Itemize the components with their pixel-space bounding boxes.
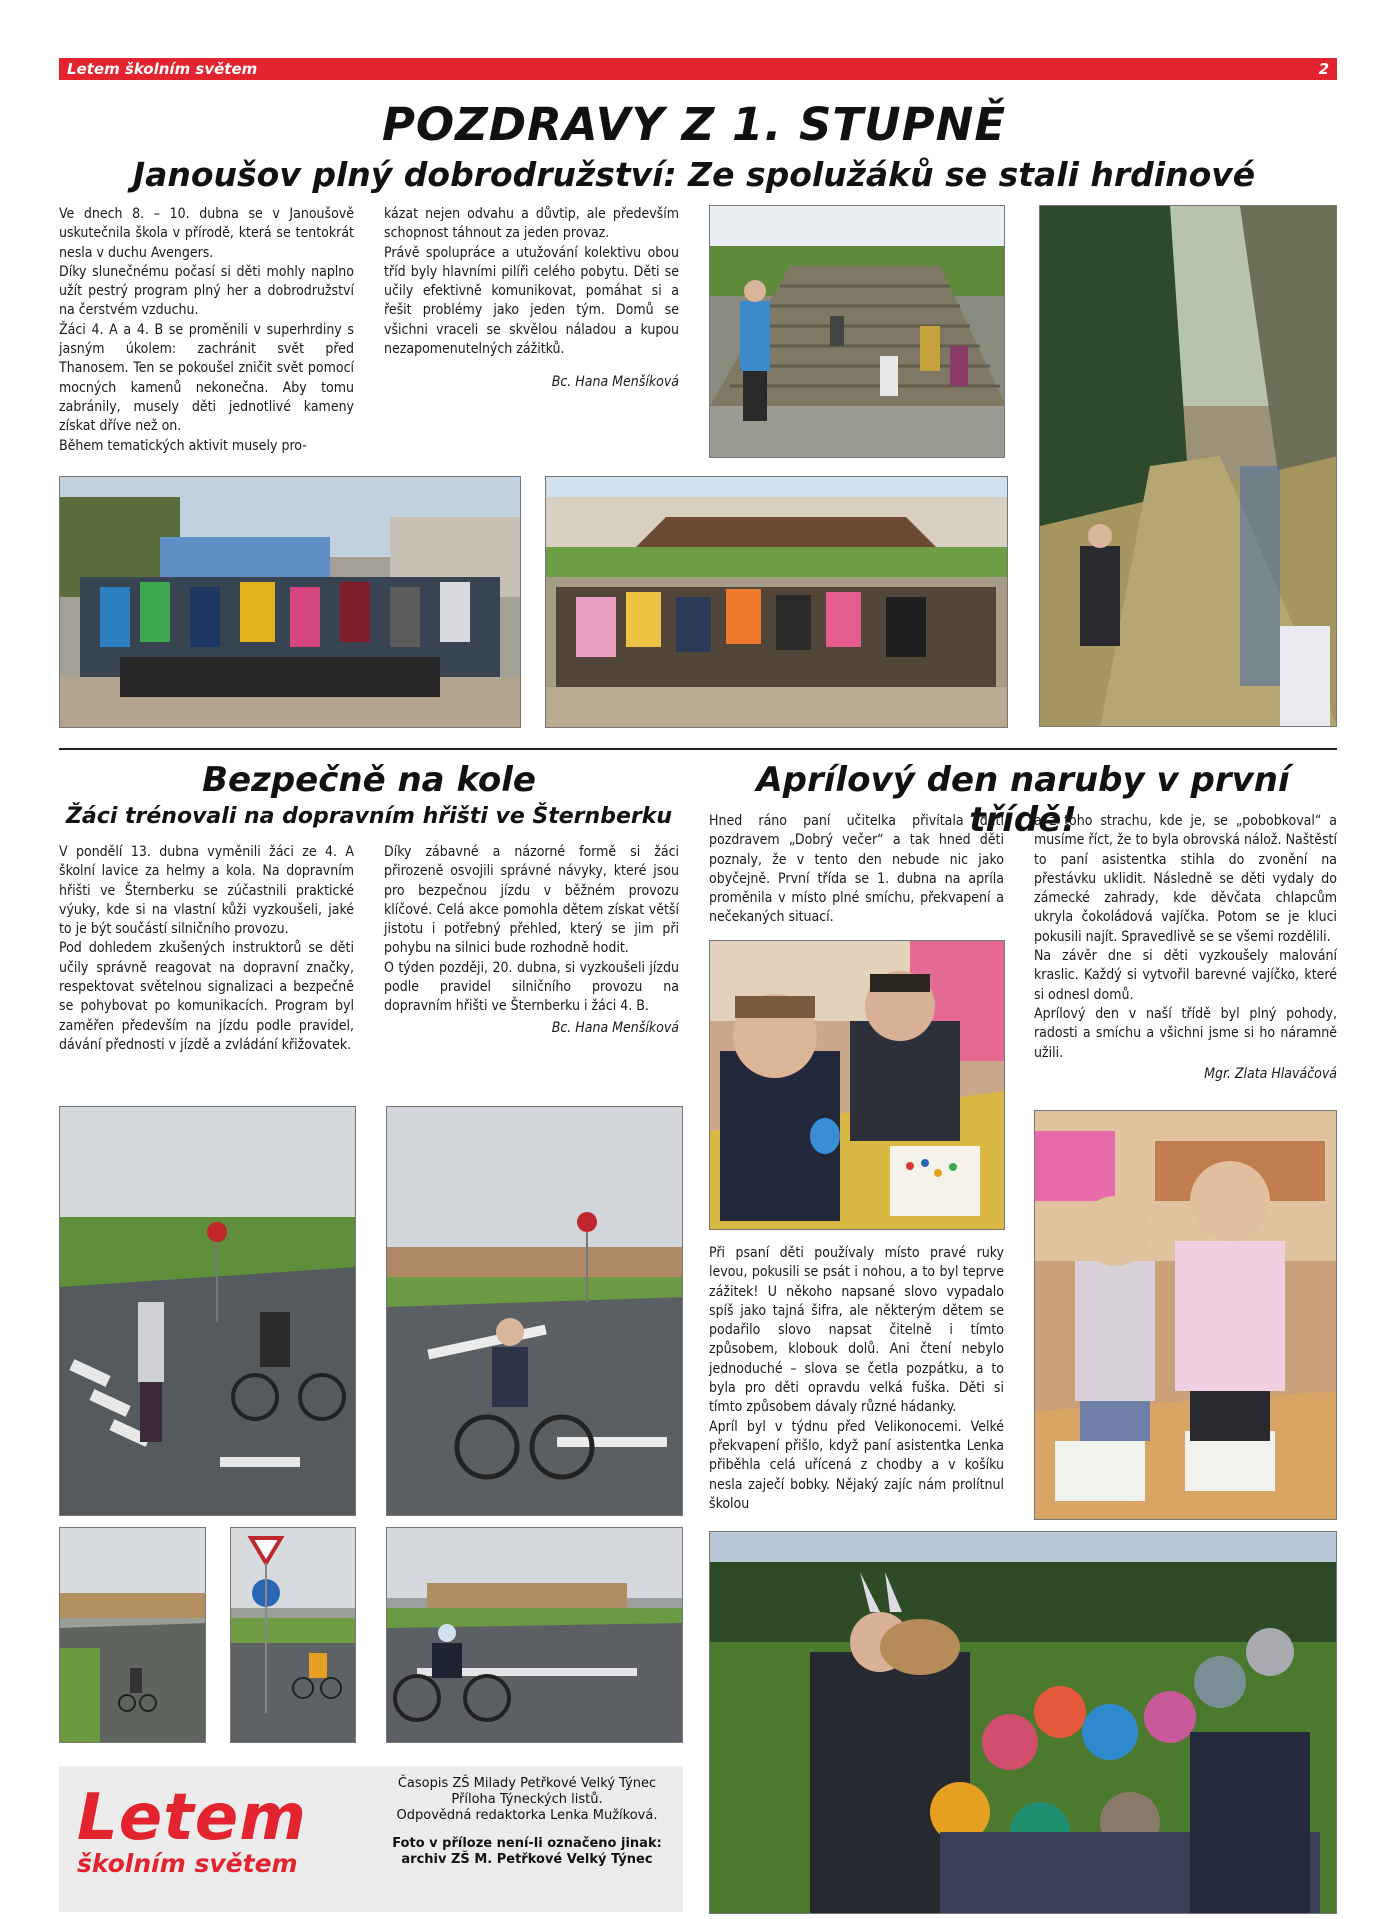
- paragraph: Při psaní děti používaly místo pravé ruky levou, pokusili se psát i nohou, a to byl teprve zážitek! U někoho napsané slovo vypadalo spíš jako tajná šifra, ale některým dětem se podařilo slovo napsat čitelně i tímto způsobem, klobouk dolů. Ani čtení nebylo jednoduché – slova se četla pozpátku, a to byla pro děti opravdu velká fuška. Děti si tímto způsobem dávaly různé hádanky.: [709, 1245, 1004, 1416]
- article3-col1-bottom: [709, 1244, 1004, 1514]
- paragraph: Během tematických aktivit musely pro-: [59, 437, 307, 454]
- article1-col2: [384, 205, 679, 393]
- footer-box: [59, 1766, 683, 1912]
- photo-gazebo-group: [545, 476, 1008, 728]
- article1-title: Janoušov plný dobrodružství: Ze spolužáků se stali hrdinové: [132, 155, 1256, 194]
- imprint: [379, 1776, 675, 1868]
- logo: [77, 1781, 377, 1878]
- photo-painting-eggs: [709, 940, 1005, 1230]
- article3-author: Mgr. Zlata Hlaváčová: [1204, 1065, 1337, 1082]
- article3-col1-top: [709, 812, 1004, 928]
- paragraph: Na závěr dne si děti vyzkoušely malování kraslic. Každý si vytvořil barevné vajíčko, které si odnesl domů.: [1034, 948, 1337, 1003]
- photo-bike-distance: [59, 1527, 206, 1743]
- photo-note-line: Foto v příloze není-li označeno jinak:: [392, 1836, 662, 1851]
- photo-forest-line: [1039, 205, 1337, 727]
- section-header-bar: [59, 58, 1337, 80]
- imprint-line: Příloha Týneckých listů.: [451, 1792, 603, 1807]
- photo-bike-side: [386, 1527, 683, 1743]
- photo-bike-boy: [386, 1106, 683, 1516]
- imprint-line: Časopis ZŠ Milady Petřkové Velký Týnec: [397, 1776, 657, 1791]
- paragraph: Díky zábavné a názorné formě si žáci přirozeně osvojili správné návyky, které jsou pro bezpečnou jízdu v běžném provozu klíčové. Celá akce pomohla dětem získat větší jistotu i potřebný přehled, který se jim při pohybu na silnici bude rozhodně hodit.: [384, 844, 679, 957]
- paragraph: V pondělí 13. dubna vyměnili žáci ze 4. A školní lavice za helmy a kola. Na dopravním hřišti ve Šternberku se zúčastnili praktické výuky, kde si na vlastní kůži vyzkoušeli, jaké to je být součástí silničního provozu.: [59, 844, 354, 938]
- paragraph: kázat nejen odvahu a důvtip, ale především schopnost táhnout za jeden provaz.: [384, 206, 679, 242]
- article3-title: Aprílový den naruby v první třídě!: [756, 760, 1290, 840]
- article2-subtitle: Žáci trénovali na dopravním hřišti ve Šternberku: [65, 804, 673, 829]
- photo-writing-feet: [1034, 1110, 1337, 1520]
- page-number: 2: [1318, 60, 1329, 78]
- paragraph: Ve dnech 8. – 10. dubna se v Janoušově uskutečnila škola v přírodě, která se tentokrát nesla v duchu Avengers.: [59, 206, 354, 261]
- paragraph: Pod dohledem zkušených instruktorů se děti učily správně reagovat na dopravní značky, respektovat světelnou signalizaci a bezpečně se pohybovat po komunikacích. Program byl zaměřen především na jízdu podle pravidel, dávání přednosti v jízdě a zvládání křižovatek.: [59, 940, 354, 1053]
- paragraph: a z toho strachu, kde je, se „pobobkoval“ a musíme říct, že to byla obrovská nálož. Naštěstí to paní asistentka stihla do zvonění na přestávku uklidit. Následně se děti vydaly do zámecké zahrady, kde děvčata chlapcům ukryla čokoládová vajíčka. Potom se je kluci pokusili najít. Spravedlivě se se všemi rozdělili.: [1034, 813, 1337, 945]
- paragraph: Hned ráno paní učitelka přivítala děti pozdravem „Dobrý večer“ a tak hned děti poznaly, že v tento den nebude nic jako obyčejně. První třída se 1. dubna na apríla proměnila v místo plné smíchu, překvapení a nečekaných situací.: [709, 813, 1004, 926]
- logo-line1: Letem: [77, 1781, 307, 1855]
- paragraph: O týden později, 20. dubna, si vyzkoušeli jízdu podle pravidel silničního provozu na dopravním hřišti ve Šternberku i žáci 4. B.: [384, 959, 679, 1015]
- photo-bike-crossing: [59, 1106, 356, 1516]
- paragraph: Právě spolupráce a utužování kolektivu obou tříd byly hlavními pilíři celého pobytu. Děti se učily efektivně komunikovat, pomáhat si a řešit problémy jako jeden tým. Domů se všichni vraceli se skvělou náladou a kupou nezapomenutelných zážitků.: [384, 244, 679, 358]
- article2-title: Bezpečně na kole: [202, 760, 536, 800]
- photo-stairs-group: [709, 205, 1005, 458]
- article2-col1: [59, 843, 354, 1055]
- logo-line2: školním světem: [77, 1849, 298, 1878]
- photo-note-line: archiv ZŠ M. Petřkové Velký Týnec: [401, 1852, 653, 1867]
- paragraph: Žáci 4. A a 4. B se proměnili v superhrdiny s jasným úkolem: zachránit svět před Thanosem. Ten se pokoušel zničit svět pomocí mocných kamenů nekonečna. Aby tomu zabránily, musely děti jednotlivé kameny získat dříve než on.: [59, 321, 354, 435]
- imprint-line: Odpovědná redaktorka Lenka Mužíková.: [396, 1808, 658, 1823]
- article2-col2: [384, 843, 679, 1038]
- paragraph: Díky slunečnému počasí si děti mohly naplno užít pestrý program plný her a dobrodružství na čerstvém vzduchu.: [59, 263, 354, 319]
- article1-author: Bc. Hana Menšíková: [551, 374, 679, 391]
- photo-easter-basket: [709, 1531, 1337, 1914]
- paragraph: Apríl byl v týdnu před Velikonocemi. Velké překvapení přišlo, když paní asistentka Lenka přiběhla celá uřícená z chodby a v košíku nesla zaječí bobky. Nějaký zajíc nám prolítnul školou: [709, 1418, 1004, 1512]
- section-name: Letem školním světem: [67, 60, 258, 78]
- photo-roundabout-sign: [230, 1527, 356, 1743]
- article1-col1: [59, 205, 354, 456]
- main-title: POZDRAVY Z 1. STUPNĚ: [381, 98, 1007, 151]
- photo-avengers-group: [59, 476, 521, 728]
- section-divider: [59, 748, 1337, 750]
- paragraph: Aprílový den v naší třídě byl plný pohody, radosti a smíchu a všichni jsme si ho náramně užili.: [1034, 1005, 1337, 1061]
- article3-col2: [1034, 812, 1337, 1084]
- article2-author: Bc. Hana Menšíková: [551, 1019, 679, 1036]
